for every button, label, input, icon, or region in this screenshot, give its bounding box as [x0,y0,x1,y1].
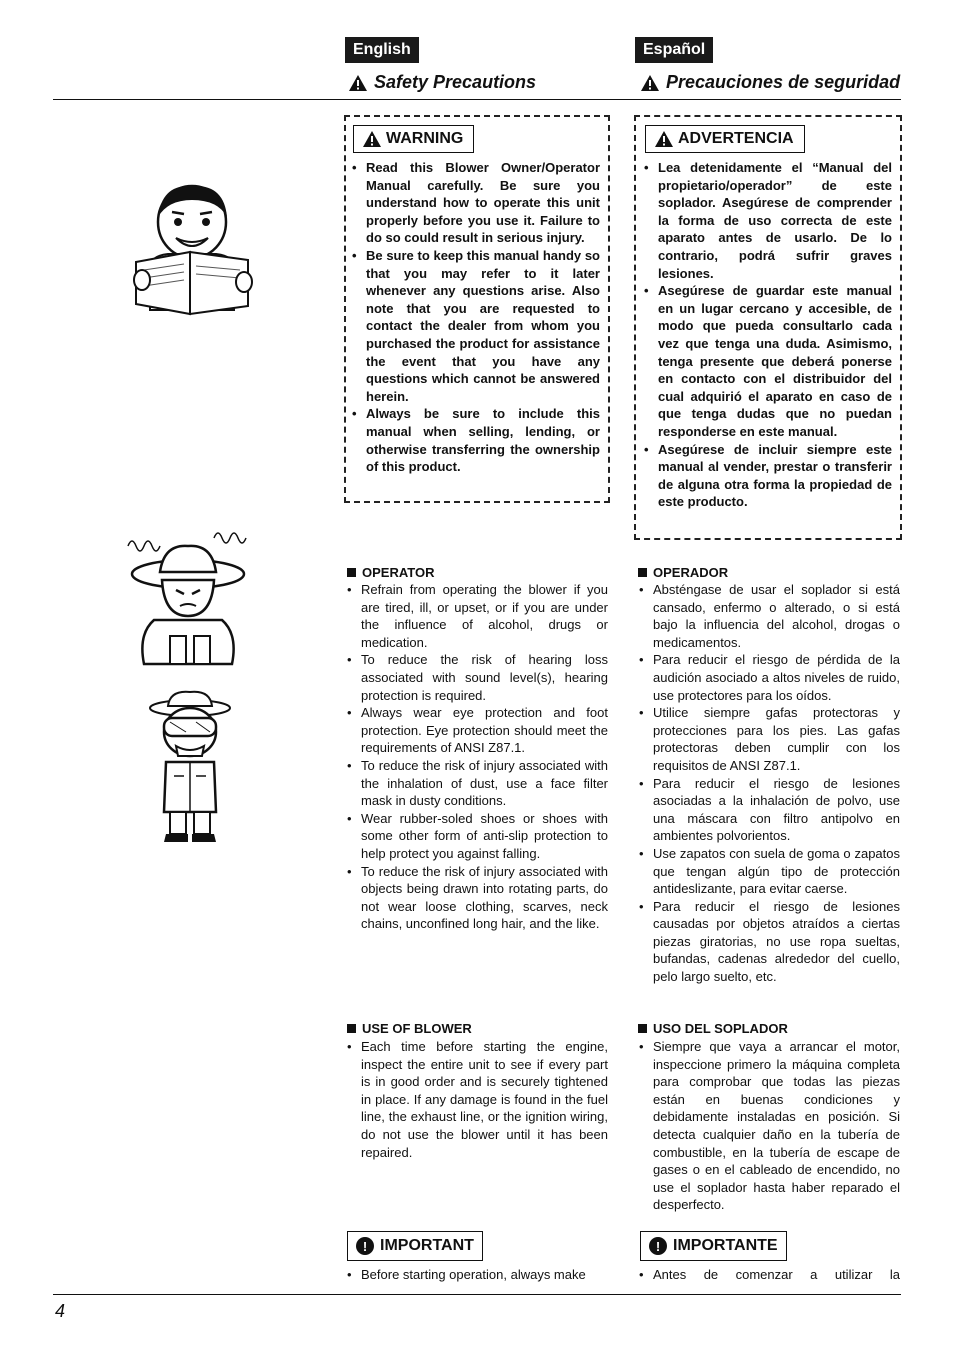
warning-triangle-icon [348,74,368,92]
square-bullet-icon [347,568,356,577]
list-item: • To reduce the risk of injury associated with the inhalation of dust, use a face filter mask in dusty conditions. [345,757,608,810]
warning-list-spanish [642,159,892,511]
reading-person-illustration [128,182,258,322]
warning-triangle-icon [362,130,382,148]
warning-label-english [353,125,474,153]
heading-text: OPERADOR [653,565,729,580]
protective-gear-person-illustration [146,690,236,845]
square-bullet-icon [638,568,647,577]
warning-label-text: ADVERTENCIA [678,130,794,147]
important-label-text: IMPORTANTE [673,1237,778,1254]
list-item: • Para reducir el riesgo de pérdida de la audición asociado a altos niveles de ruido, use protectores para los oídos. [637,651,900,704]
operator-list-english [345,581,608,933]
use-list-spanish [637,1038,900,1214]
english-title-text: Safety Precautions [374,72,537,92]
use-heading-english [347,1020,472,1037]
important-label-spanish [640,1231,787,1261]
list-item: • Siempre que vaya a arrancar el motor, inspeccione primero la máquina completa para comprobar que todas las piezas están en buenas condiciones y debidamente instaladas en posición. Si detecta cualquier daño en la tubería de combustible, en la tubería de escape de gases o en el cableado de encendido, no use el soplador hasta haber reparado el desperfecto. [637,1038,900,1214]
list-item: • Before starting operation, always make [345,1266,608,1284]
list-item: • To reduce the risk of injury associated with objects being drawn into rotating parts, do not wear loose clothing, scarves, neck chains, unconfined long hair, and the like. [345,863,608,933]
list-item: • Always be sure to include this manual when selling, lending, or otherwise transferring the ownership of this product. [350,405,600,475]
list-item: • Asegúrese de guardar este manual en un lugar cercano y accesible, de modo que pueda consultarlo cada vez que tenga una duda. Asimismo, tenga presente que deberá ponerse en contacto con el distribuidor del cual adquirió el aparato en caso de que tenga dudas que no puedan responderse en este manual. [642,282,892,440]
english-tab: English [345,37,419,63]
list-item: • Utilice siempre gafas protectoras y protecciones para los pies. Las gafas protectoras deben cumplir con los requisitos de ANSI Z87.1. [637,704,900,774]
warning-label-spanish [645,125,805,153]
list-item: • Use zapatos con suela de goma o zapatos que tengan algún tipo de protección antideslizante, para evitar caerse. [637,845,900,898]
use-heading-spanish [638,1020,788,1037]
list-item: • Para reducir el riesgo de lesiones causadas por objetos atraídos a ciertas piezas giratorias, no use ropa sueltas, bufandas, cadenas alrededor del cuello, pelo largo suelto, etc. [637,898,900,986]
header-rule [53,99,901,100]
spanish-title-text: Precauciones de seguridad [666,72,901,92]
exclamation-icon: ! [649,1237,667,1255]
heading-text: OPERATOR [362,565,435,580]
exclamation-icon: ! [356,1237,374,1255]
operator-heading-spanish [638,564,728,581]
important-list-spanish [637,1266,900,1284]
list-item: • Antes de comenzar a utilizar la [637,1266,900,1284]
list-item: • Always wear eye protection and foot protection. Eye protection should meet the requirements of ANSI Z87.1. [345,704,608,757]
important-list-english [345,1266,608,1284]
list-item: • Para reducir el riesgo de lesiones asociadas a la inhalación de polvo, use una máscara con filtro antipolvo en ambientes polvorientos. [637,775,900,845]
warning-triangle-icon [654,130,674,148]
list-item: • Read this Blower Owner/Operator Manual carefully. Be sure you understand how to operate this unit properly before you use it. Failure to do so could result in serious injury. [350,159,600,247]
warning-list-english [350,159,600,476]
heading-text: USO DEL SOPLADOR [653,1021,788,1036]
heading-text: USE OF BLOWER [362,1021,472,1036]
list-item: • Asegúrese de incluir siempre este manual al vender, prestar o transferir de alguna otra forma la propiedad de este producto. [642,441,892,511]
important-label-text: IMPORTANT [380,1237,474,1254]
list-item: • Absténgase de usar el soplador si está cansado, enfermo o alterado, o si está bajo la influencia del alcohol, drogas o medicamentos. [637,581,900,651]
important-label-english [347,1231,483,1261]
english-section-title [348,72,536,93]
list-item: • Each time before starting the engine, inspect the entire unit to see if every part is in good order and is securely tightened in place. If any damage is found in the fuel line, the exhaust line, or the ignition wiring, do not use the blower until it has been repaired. [345,1038,608,1161]
footer-rule [53,1294,901,1295]
spanish-section-title [640,72,900,93]
list-item: • Wear rubber-soled shoes or shoes with some other form of anti-slip protection to help protect you against falling. [345,810,608,863]
tired-person-illustration [124,524,254,672]
use-list-english [345,1038,608,1161]
warning-label-text: WARNING [386,130,464,147]
square-bullet-icon [347,1024,356,1033]
list-item: • Refrain from operating the blower if you are tired, ill, or upset, or if you are under the influence of alcohol, drugs or medication. [345,581,608,651]
list-item: • Be sure to keep this manual handy so that you may refer to it later whenever any questions arise. Also note that you are requested to contact the dealer from whom you purchased the product for assistance the event that you have any questions which cannot be answered herein. [350,247,600,405]
spanish-tab: Español [635,37,713,63]
operator-heading-english [347,564,434,581]
list-item: • Lea detenidamente el “Manual del propietario/operador” de este soplador. Asegúrese de comprender la forma de uso correcta de este aparato antes de usarlo. De lo contrario, podrá sufrir graves lesiones. [642,159,892,282]
warning-triangle-icon [640,74,660,92]
square-bullet-icon [638,1024,647,1033]
operator-list-spanish [637,581,900,986]
list-item: • To reduce the risk of hearing loss associated with sound level(s), hearing protection is required. [345,651,608,704]
page-number: 4 [55,1301,66,1321]
